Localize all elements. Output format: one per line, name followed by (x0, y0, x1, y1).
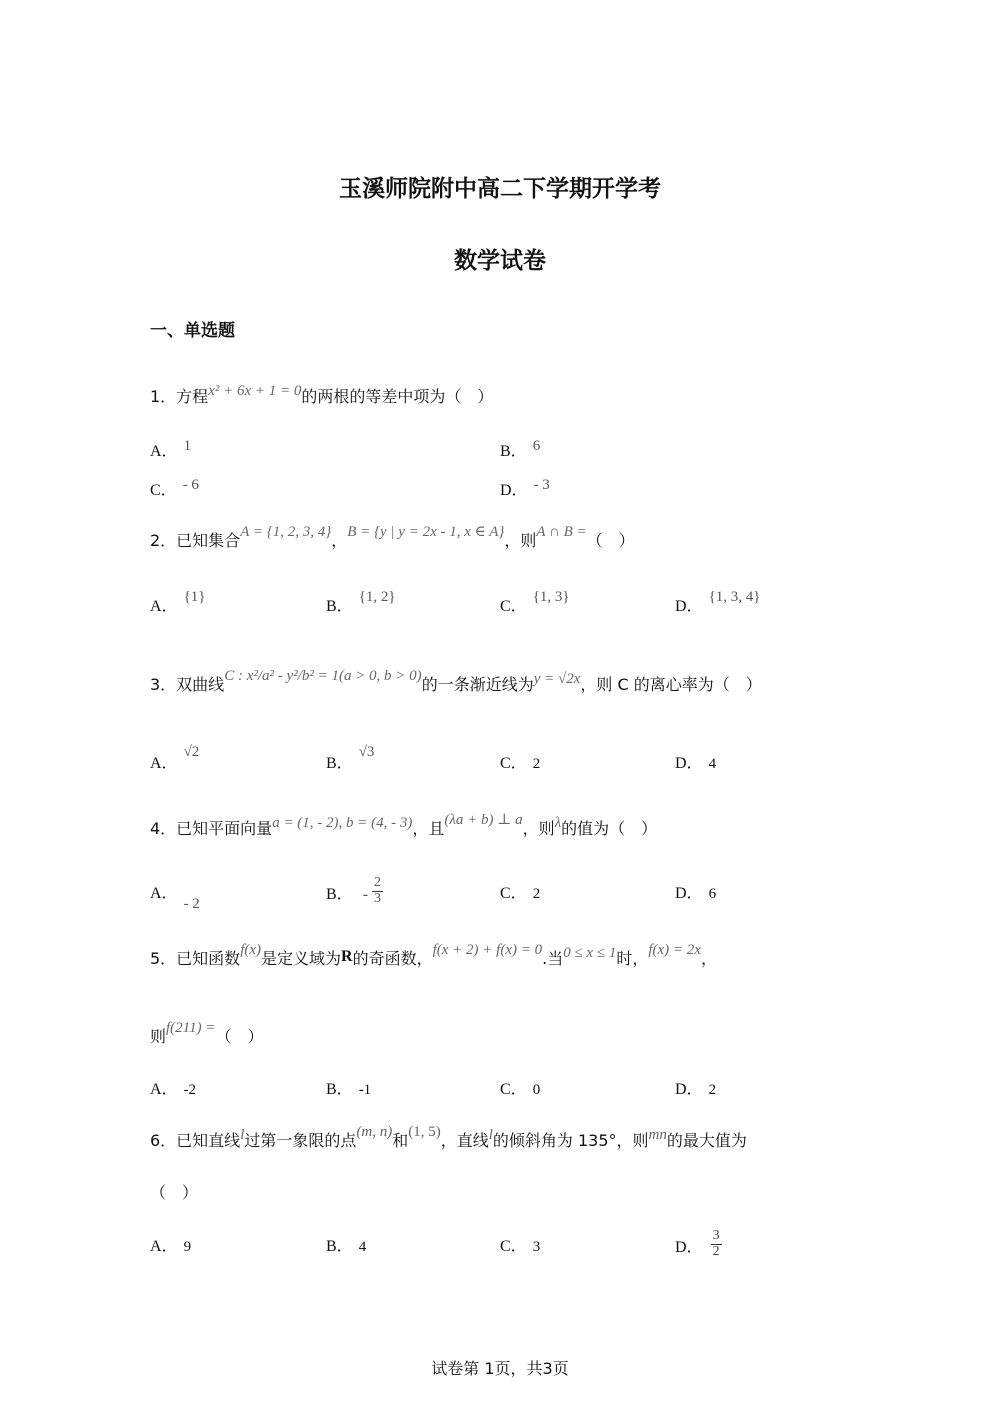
q2-sep: ， (331, 531, 348, 550)
question-3 (150, 668, 762, 695)
q6-line-l: l (240, 1127, 245, 1143)
q4-perpendicular: (λa + b) ⊥ a (444, 812, 523, 828)
q5-fx: f(x) (240, 942, 262, 958)
q5-end: ， (700, 949, 717, 968)
q6-line-l-2: l (488, 1127, 493, 1143)
q1-equation: x² + 6x + 1 = 0 (208, 383, 302, 399)
question-6-line-2: （ ） (150, 1183, 199, 1202)
q1-option-d (500, 477, 550, 500)
q2-set-a: A = {1, 2, 3, 4} (240, 524, 332, 540)
option-value: - 6 (182, 477, 199, 493)
option-value: 0 (532, 1082, 541, 1098)
option-value: 1 (183, 438, 192, 454)
option-label: C． (500, 885, 527, 902)
option-label: A． (150, 885, 178, 902)
option-label: D． (675, 885, 703, 902)
option-label: B． (500, 443, 527, 460)
q1-option-a (150, 438, 191, 461)
fraction-value: $\frac{3}{2}$ (712, 1228, 720, 1259)
question-5-line-2 (150, 1020, 264, 1047)
option-value: {1, 3} (532, 589, 570, 605)
q3-option-c (500, 750, 540, 773)
question-2 (150, 524, 635, 551)
q5-condition: f(x + 2) + f(x) = 0 (432, 942, 543, 958)
q4-mid1: ，且 (412, 819, 445, 838)
option-value: - 3 (533, 477, 550, 493)
option-label: C． (150, 482, 177, 499)
q6-option-b (326, 1233, 366, 1256)
q4-option-d (675, 880, 716, 903)
q1-prefix: 1．方程 (150, 387, 209, 406)
option-label: D． (500, 482, 528, 499)
option-value: 9 (183, 1239, 192, 1255)
q3-option-a (150, 744, 200, 773)
q6-mid2: 和 (392, 1131, 409, 1150)
q1-option-b (500, 438, 540, 461)
option-label: A． (150, 443, 178, 460)
q6-point-mn: (m, n) (356, 1124, 393, 1140)
option-label: B． (326, 598, 353, 615)
option-value: 6 (708, 886, 717, 902)
q3-mid: 的一条渐近线为 (421, 675, 534, 694)
option-value: {1, 2} (358, 589, 396, 605)
option-value: {1, 3, 4} (708, 589, 761, 605)
q4-vectors: a = (1, - 2), b = (4, - 3) (272, 815, 413, 831)
q5-prefix: 5．已知函数 (150, 949, 241, 968)
q5-mid2: 的奇函数， (352, 949, 433, 968)
q5-mid1: 是定义域为 (261, 949, 342, 968)
option-value: 4 (358, 1239, 367, 1255)
option-label: B． (326, 755, 353, 772)
option-label: A． (150, 755, 178, 772)
q5-option-d (675, 1076, 716, 1099)
q2-mid: ，则 (504, 531, 537, 550)
option-label: B． (326, 885, 353, 903)
fraction-value: - $\frac{2}{3}$ (362, 875, 382, 906)
option-label: D． (675, 1238, 703, 1256)
q2-intersection: A ∩ B = (536, 524, 587, 540)
q4-suffix: 的值为（ ） (561, 819, 658, 838)
question-5 (150, 942, 717, 969)
q1-option-c (150, 477, 199, 500)
q5-option-a (150, 1076, 196, 1099)
question-6 (150, 1124, 747, 1151)
option-value: {1} (183, 589, 206, 605)
q1-suffix: 的两根的等差中项为（ ） (301, 387, 494, 406)
option-label: B． (326, 1238, 353, 1255)
q6-mid4: 的倾斜角为 135°，则 (492, 1131, 649, 1150)
option-label: A． (150, 1081, 178, 1098)
q4-option-c (500, 880, 540, 903)
q3-option-b (326, 744, 375, 773)
option-label: A． (150, 1238, 178, 1255)
q2-prefix: 2．已知集合 (150, 531, 241, 550)
q4-option-b (326, 875, 383, 910)
q4-mid2: ，则 (522, 819, 555, 838)
option-value: 6 (532, 438, 541, 454)
option-label: C． (500, 1238, 527, 1255)
q5-f211: f(211) = (166, 1020, 216, 1036)
option-label: C． (500, 1081, 527, 1098)
option-value: 4 (708, 756, 717, 772)
q6-suffix: 的最大值为 (666, 1131, 747, 1150)
option-value: √2 (183, 744, 200, 760)
option-value: -2 (183, 1082, 197, 1098)
q2-option-b (326, 589, 396, 616)
q4-option-a (150, 880, 200, 912)
q6-point-15: (1, 5) (408, 1124, 441, 1140)
option-value: √3 (358, 744, 375, 760)
option-value: 3 (532, 1239, 541, 1255)
q3-hyperbola: C : x²/a² - y²/b² = 1(a > 0, b > 0) (224, 668, 422, 684)
option-label: D． (675, 1081, 703, 1098)
option-label: A． (150, 598, 178, 615)
exam-title: 玉溪师院附中高二下学期开学考 (339, 176, 661, 202)
q4-lambda: λ (554, 815, 562, 831)
question-1 (150, 384, 493, 407)
q5-option-b (326, 1076, 371, 1099)
q2-option-a (150, 589, 206, 616)
q5-option-c (500, 1076, 540, 1099)
q5-real-set: R (341, 948, 353, 965)
q6-option-d (675, 1228, 722, 1263)
q2-option-d (675, 589, 761, 616)
q6-mid1: 过第一象限的点 (244, 1131, 357, 1150)
q5-mid3: .当 (542, 949, 564, 968)
question-4 (150, 812, 658, 839)
q5-line2-suffix: （ ） (215, 1027, 264, 1046)
q3-prefix: 3．双曲线 (150, 675, 225, 694)
option-value: 2 (708, 1082, 717, 1098)
option-value: 2 (532, 886, 541, 902)
option-label: B． (326, 1081, 353, 1098)
q2-suffix: （ ） (586, 531, 635, 550)
q5-mid4: 时， (616, 949, 649, 968)
page-footer: 试卷第 1页，共3页 (431, 1359, 569, 1378)
q5-line2-prefix: 则 (150, 1027, 167, 1046)
q6-mid3: ，直线 (440, 1131, 489, 1150)
q3-asymptote: y = √2x (533, 671, 581, 687)
option-label: C． (500, 755, 527, 772)
option-value: 2 (532, 756, 541, 772)
q5-range: 0 ≤ x ≤ 1 (563, 945, 617, 961)
exam-subtitle: 数学试卷 (454, 248, 546, 274)
option-value: -1 (358, 1082, 372, 1098)
q4-prefix: 4．已知平面向量 (150, 819, 273, 838)
option-label: D． (675, 598, 703, 615)
option-value: - 2 (183, 896, 200, 912)
q2-option-c (500, 589, 570, 616)
q3-option-d (675, 750, 716, 773)
q3-suffix: ，则 C 的离心率为（ ） (580, 675, 762, 694)
q6-option-a (150, 1233, 191, 1256)
q6-option-c (500, 1233, 540, 1256)
q6-mn: mn (648, 1127, 667, 1143)
section-heading: 一、单选题 (150, 321, 235, 341)
q2-set-b: B = {y | y = 2x - 1, x ∈ A} (347, 524, 505, 540)
q5-definition: f(x) = 2x (648, 942, 701, 958)
option-label: D． (675, 755, 703, 772)
option-label: C． (500, 598, 527, 615)
q6-prefix: 6．已知直线 (150, 1131, 241, 1150)
